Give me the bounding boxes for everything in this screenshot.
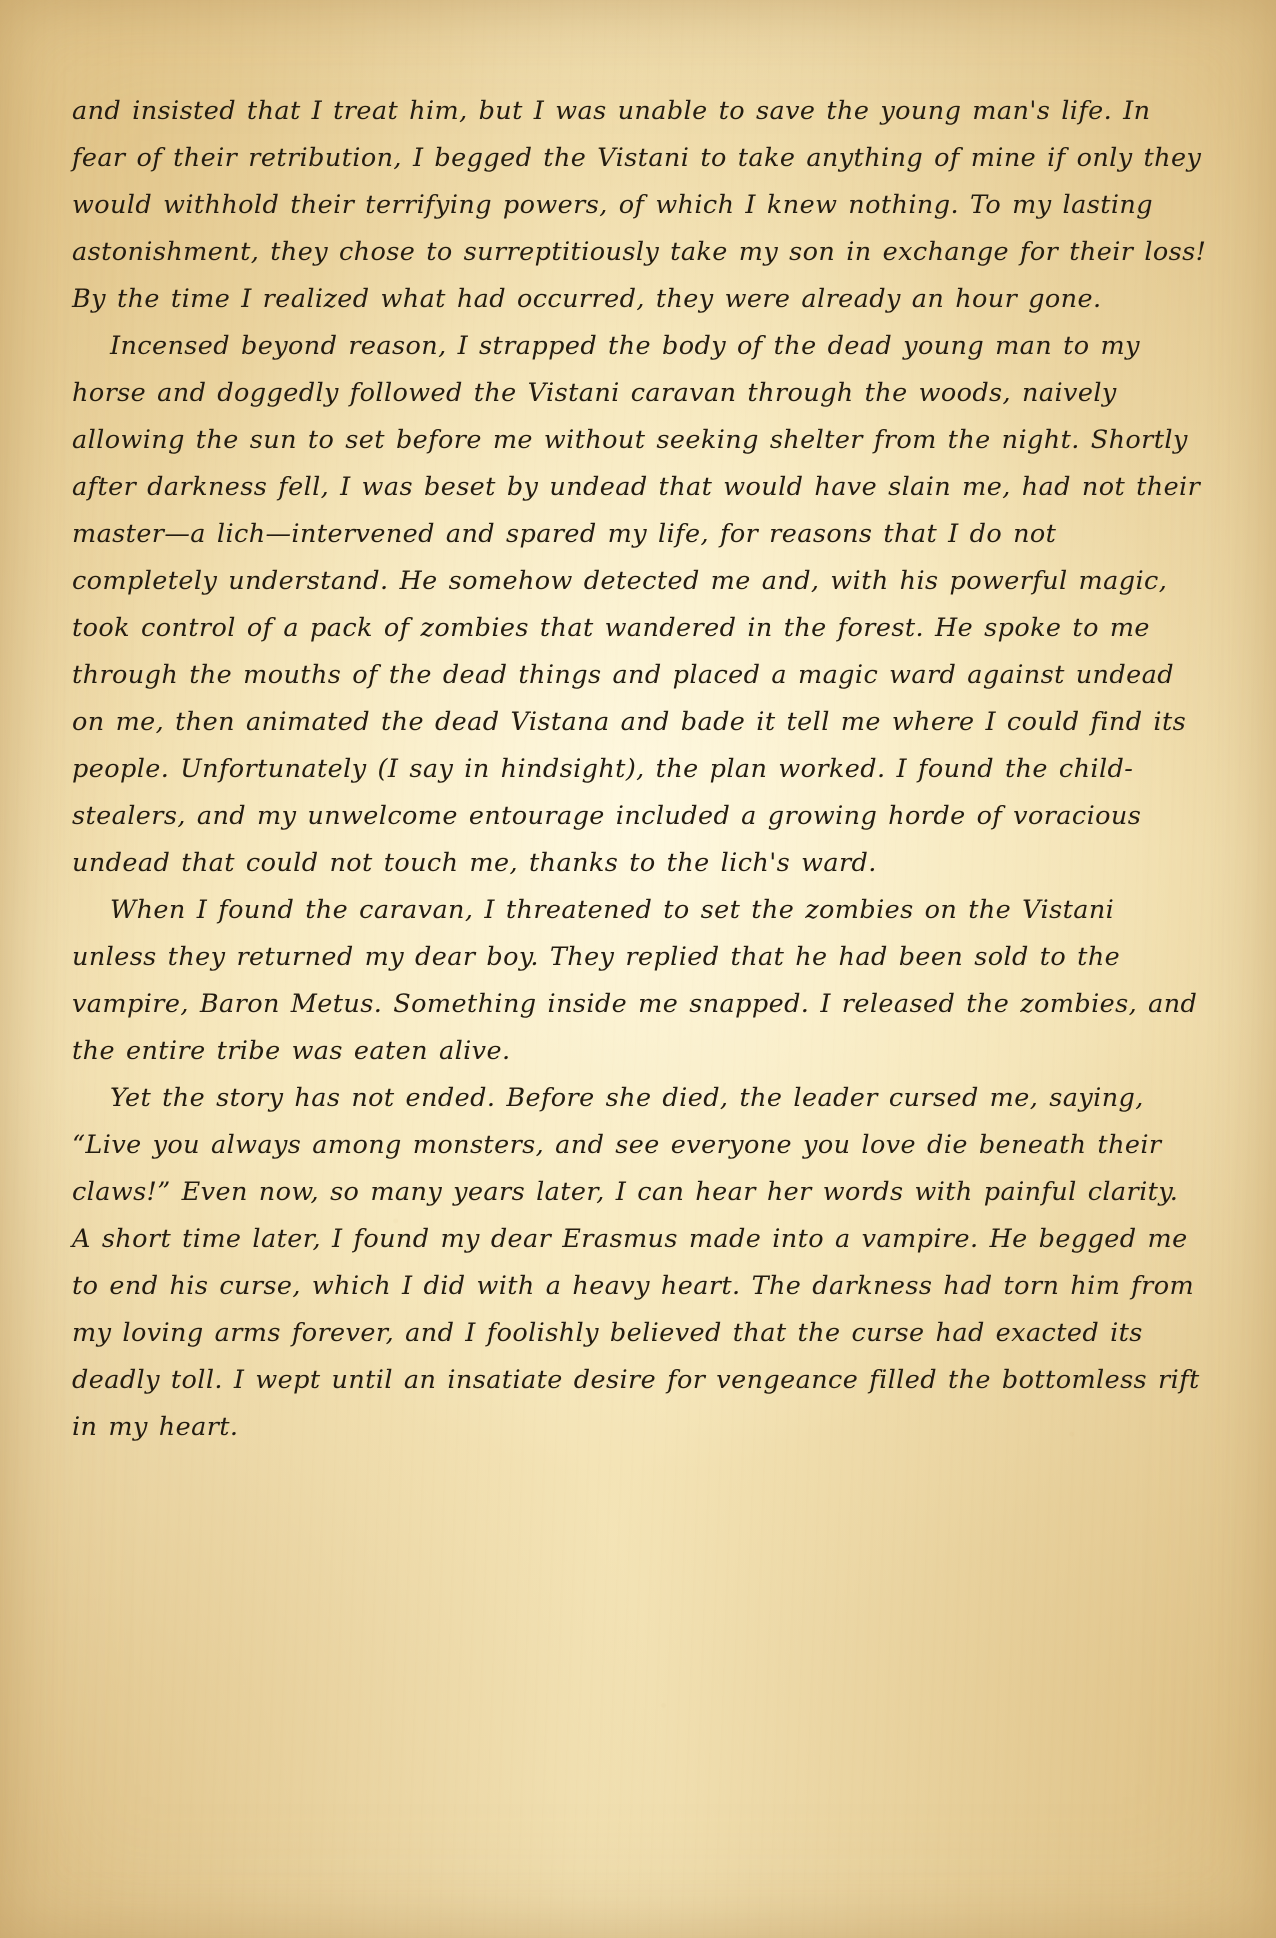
journal-text (72, 88, 1208, 1451)
paragraph-2: Incensed beyond reason, I strapped the body of the dead young man to my horse and doggedly followed the Vistani caravan through the woods, naively allowing the sun to set before me without seeking shelter from the night. Shortly after darkness fell, I was beset by undead that would have slain me, had not their master—a lich—intervened and spared my life, for reasons that I do not completely understand. He somehow detected me and, with his powerful magic, took control of a pack of zombies that wandered in the forest. He spoke to me through the mouths of the dead things and placed a magic ward against undead on me, then animated the dead Vistana and bade it tell me where I could find its people. Unfortunately (I say in hindsight), the plan worked. I found the child-stealers, and my unwelcome entourage included a growing horde of voracious undead that could not touch me, thanks to the lich's ward. (72, 331, 1201, 878)
paragraph-1: and insisted that I treat him, but I was unable to save the young man's life. In fear of their retribution, I begged the Vistani to take anything of mine if only they would withhold their terrifying powers, of which I knew nothing. To my lasting astonishment, they chose to surreptitiously take my son in exchange for their loss! By the time I realized what had occurred, they were already an hour gone. (72, 96, 1207, 314)
paragraph-3: When I found the caravan, I threatened to set the zombies on the Vistani unless they returned my dear boy. They replied that he had been sold to the vampire, Baron Metus. Something inside me snapped. I released the zombies, and the entire tribe was eaten alive. (72, 895, 1198, 1066)
paragraph-4: Yet the story has not ended. Before she died, the leader cursed me, saying, “Live you always among monsters, and see everyone you love die beneath their claws!” Even now, so many years later, I can hear her words with painful clarity. A short time later, I found my dear Erasmus made into a vampire. He begged me to end his curse, which I did with a heavy heart. The darkness had torn him from my loving arms forever, and I foolishly believed that the curse had exacted its deadly toll. I wept until an insatiate desire for vengeance filled the bottomless rift in my heart. (72, 1083, 1200, 1442)
